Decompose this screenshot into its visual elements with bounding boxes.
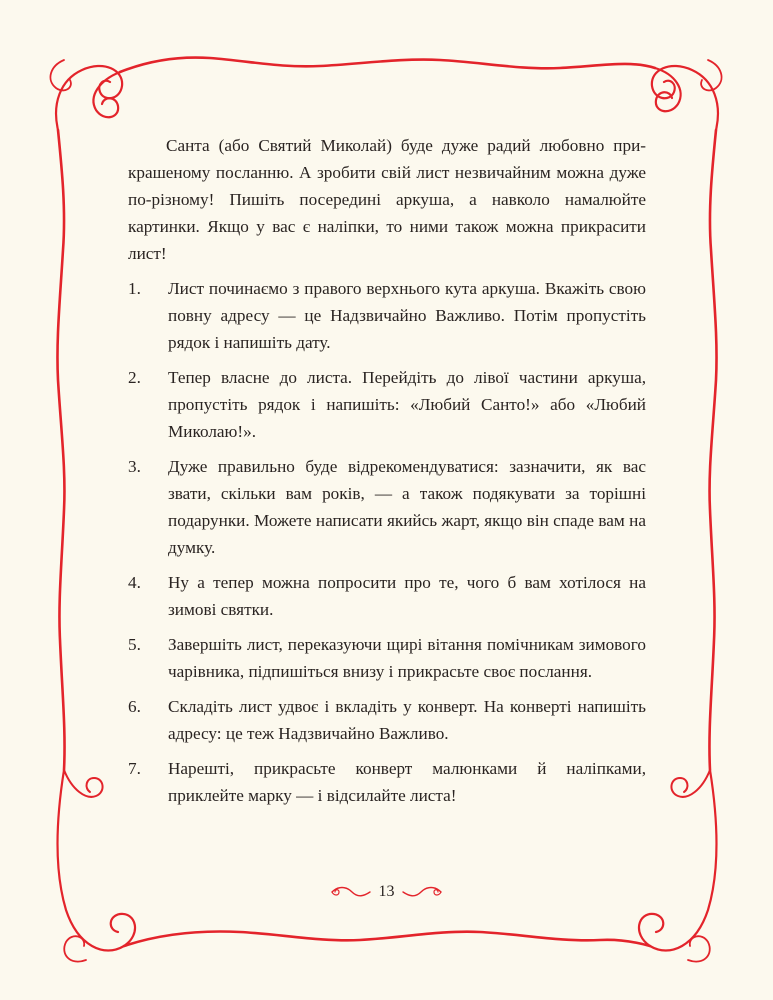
frame-top-swirl-right xyxy=(655,68,681,111)
list-item xyxy=(128,275,646,356)
list-item xyxy=(128,755,646,809)
list-item xyxy=(128,364,646,445)
list-item-number: 5. xyxy=(128,635,141,654)
frame-corner-bottom-right-inner xyxy=(688,936,710,961)
list-item xyxy=(128,569,646,623)
frame-bottom-edge xyxy=(124,932,650,946)
intro-paragraph: Санта (або Святий Миколай) буде дуже радий любовно прикрашеному посланню. А зробити свій лист незвичайним можна дуже по-різному! Пишіть посередині аркуша, а навколо намалюйте картинки. Якщо у вас є наліпки, то ними також можна прикрасити лист! xyxy=(128,136,646,263)
frame-top-swirl-left xyxy=(93,72,120,117)
list-item-text: Завершіть лист, переказуючи щирі вітання помічникам зимового чарівника, підпишіться внизу і прикрасьте своє послання. xyxy=(168,635,646,681)
list-item-number: 7. xyxy=(128,759,141,778)
steps-list xyxy=(128,275,646,809)
frame-left-swirl xyxy=(64,770,103,797)
frame-corner-bottom-right xyxy=(639,770,717,951)
page-number: 13 xyxy=(378,883,395,900)
frame-top-edge xyxy=(120,58,655,72)
frame-corner-top-right xyxy=(652,66,718,130)
page-footer xyxy=(0,880,773,910)
frame-corner-bottom-left-inner xyxy=(64,936,86,961)
list-item-number: 3. xyxy=(128,457,141,476)
frame-right-swirl xyxy=(671,770,710,797)
list-item-number: 4. xyxy=(128,573,141,592)
list-item-text: Ну а тепер можна попросити про те, чого б вам хотілося на зимові святки. xyxy=(168,573,646,619)
list-item-number: 1. xyxy=(128,279,141,298)
list-item xyxy=(128,453,646,561)
list-item-number: 6. xyxy=(128,697,141,716)
list-item xyxy=(128,693,646,747)
frame-right-edge xyxy=(709,130,716,770)
frame-corner-top-left-inner xyxy=(50,60,70,90)
footer-ornament-right xyxy=(401,884,443,900)
list-item-text: Тепер власне до листа. Перейдіть до лівої частини аркуша, пропустіть рядок і напишіть: «Любий Санто!» або «Любий Миколаю!». xyxy=(168,368,646,441)
list-item-text: Дуже правильно буде відрекомендуватися: зазначити, як вас звати, скільки вам років, — а також подякувати за торішні подарунки. Можете написати якийсь жарт, якщо він спаде вам на думку. xyxy=(168,457,646,557)
list-item xyxy=(128,631,646,685)
frame-corner-bottom-left xyxy=(58,770,136,951)
list-item-text: Нарешті, прикрасьте конверт малюнками й наліпками, приклейте марку — і відсилайте листа! xyxy=(168,759,646,805)
page-content xyxy=(128,132,646,817)
list-item-text: Складіть лист удвоє і вкладіть у конверт. На конверті напишіть адресу: це теж Надзвичайно Важливо. xyxy=(168,697,646,743)
frame-left-edge xyxy=(57,130,64,770)
list-item-text: Лист починаємо з правого верхнього кута аркуша. Вкажіть свою повну адресу — це Надзвичайно Важливо. Потім пропустіть рядок і напишіть дату. xyxy=(168,279,646,352)
list-item-number: 2. xyxy=(128,368,141,387)
